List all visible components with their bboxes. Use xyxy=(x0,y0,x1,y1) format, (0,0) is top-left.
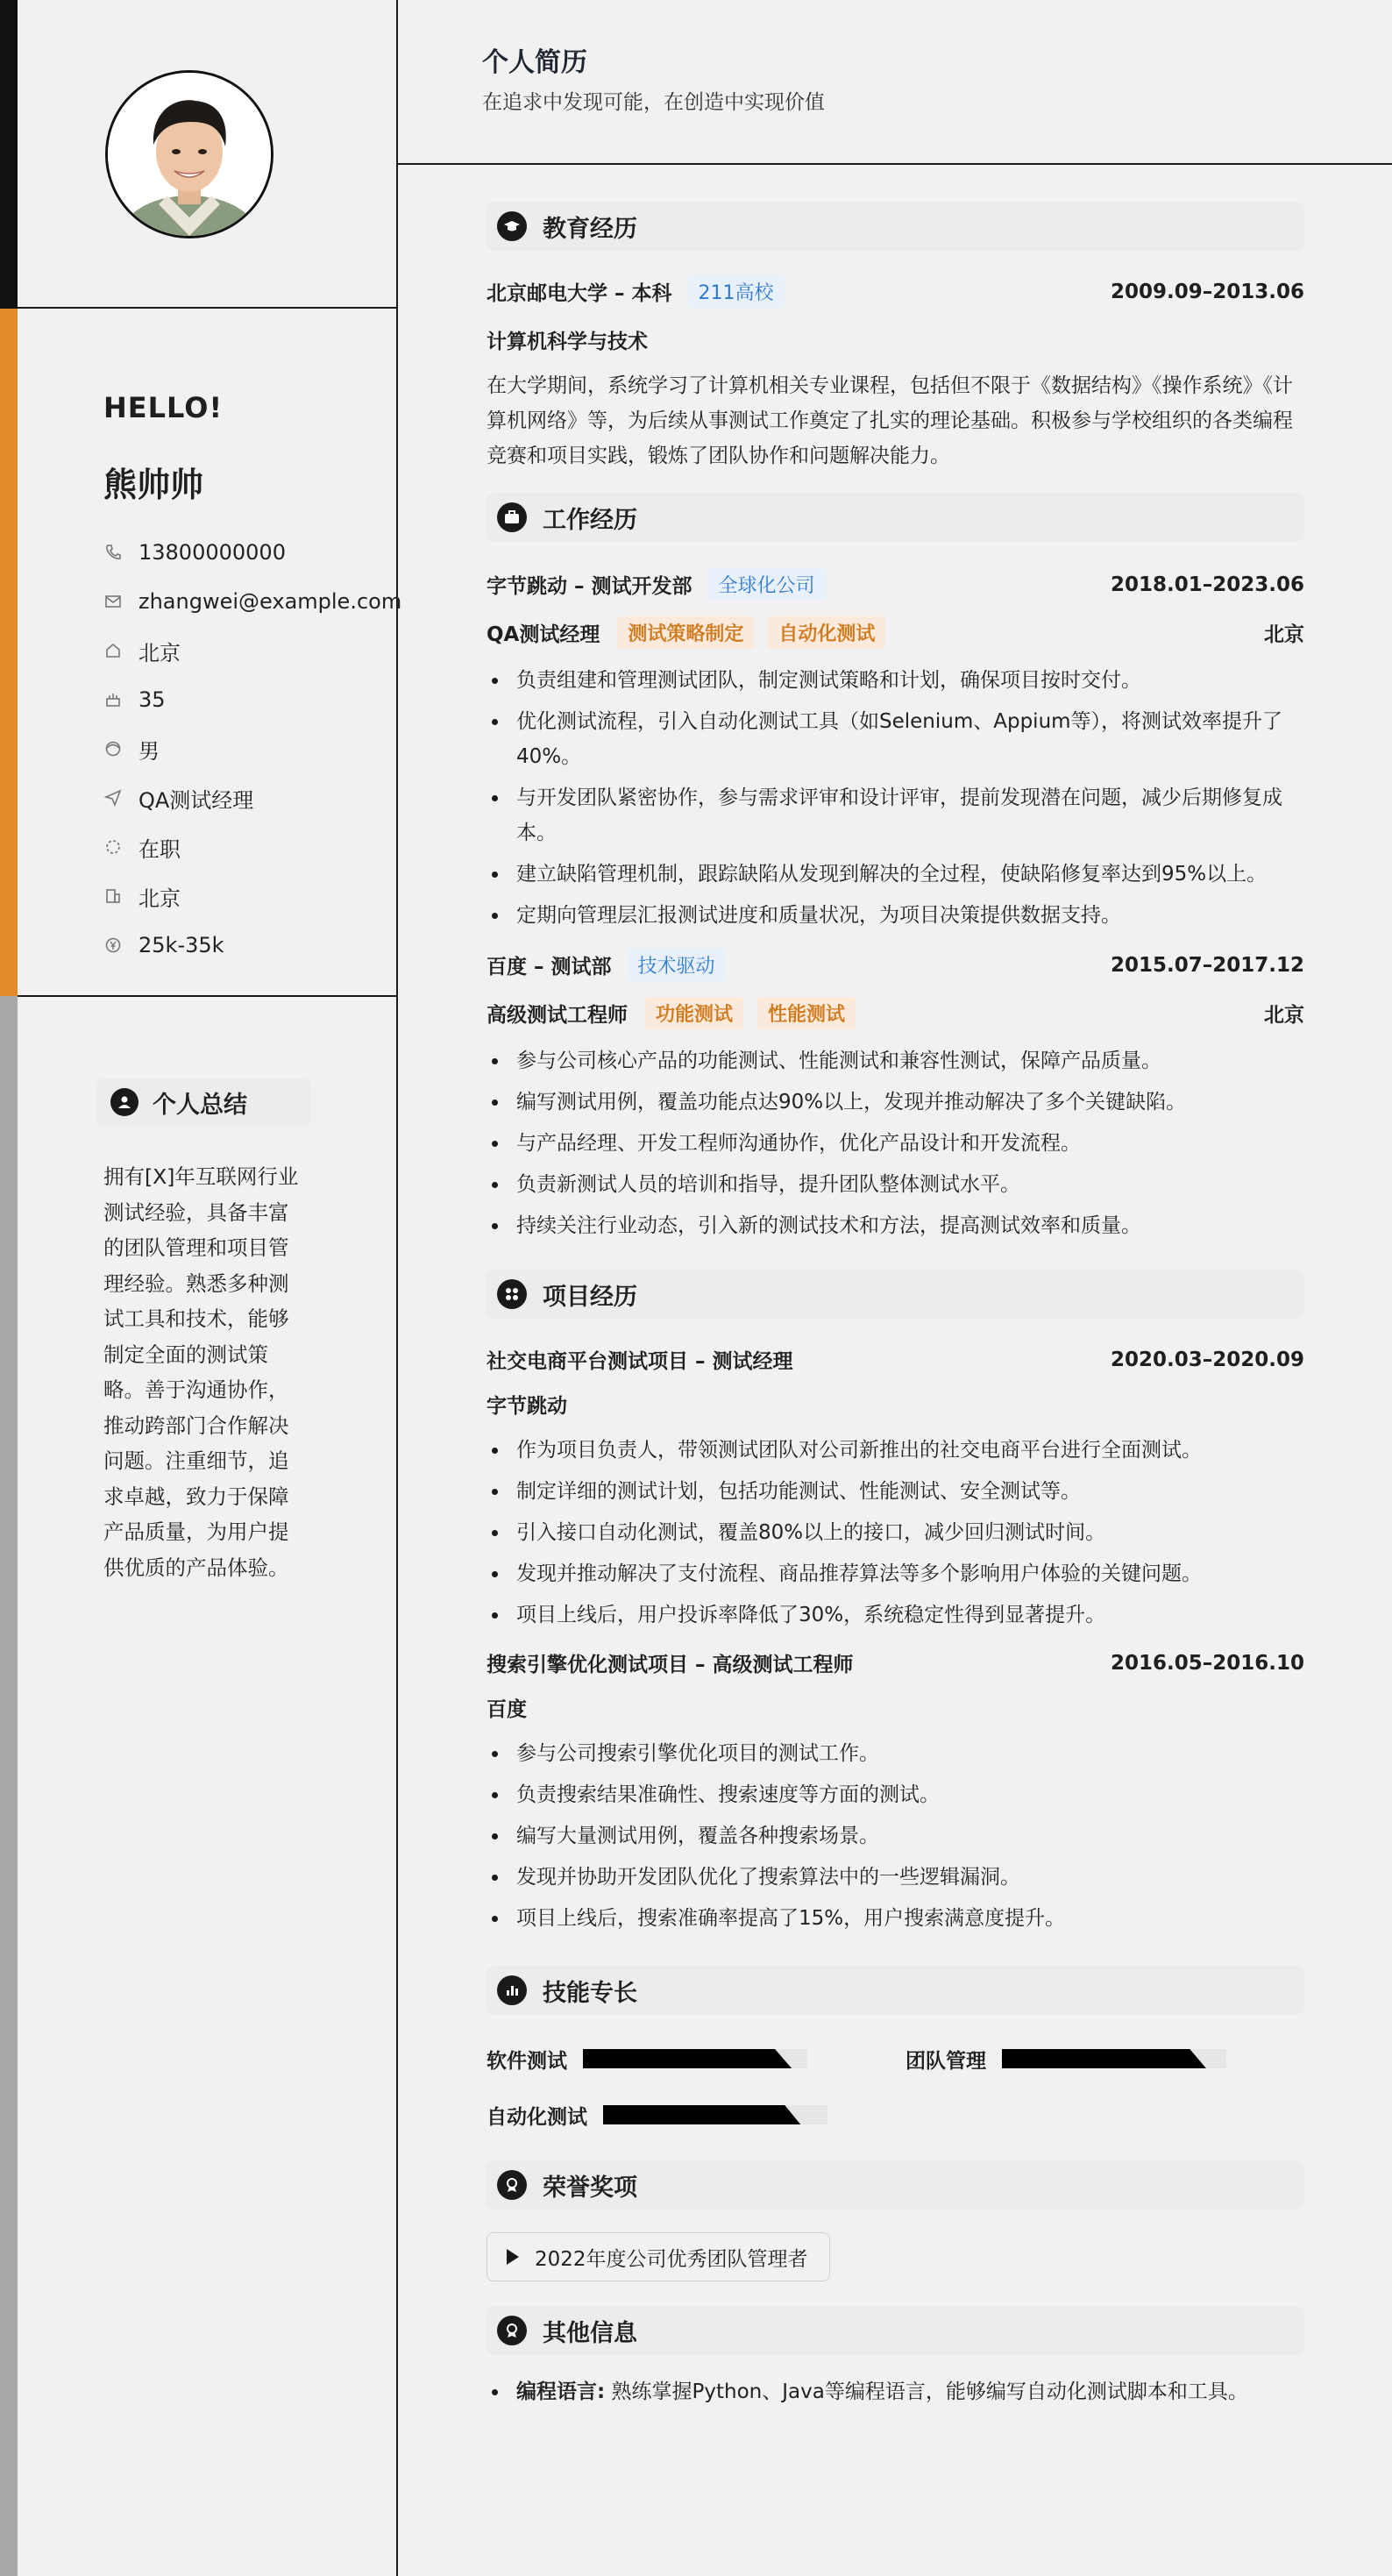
summary-text: 拥有[X]年互联网行业测试经验，具备丰富的团队管理和项目管理经验。熟悉多种测试工具和技术，能够制定全面的测试策略。善于沟通协作，推动跨部门合作解决问题。注重细节，追求卓越，致力于保障产品质量，为用户提供优质的产品体验。 xyxy=(103,1164,299,1580)
mail-icon xyxy=(103,592,123,611)
skills-section-header xyxy=(486,1966,1304,2015)
honors-section-header xyxy=(486,2160,1304,2210)
education-row xyxy=(486,275,1304,308)
summary-title: 个人总结 xyxy=(153,1091,247,1119)
list-item xyxy=(486,2374,1304,2409)
job-company: 字节跳动 – 测试开发部 xyxy=(486,575,692,598)
list-item: 参与公司核心产品的功能测试、性能测试和兼容性测试，保障产品质量。 xyxy=(486,1043,1304,1078)
school-tag: 211高校 xyxy=(688,275,785,308)
skill-bar-fill xyxy=(603,2105,800,2124)
header-band xyxy=(396,0,1392,165)
skills-list xyxy=(486,2031,1304,2143)
list-item: 制定详细的测试计划，包括功能测试、性能测试、安全测试等。 xyxy=(486,1474,1304,1509)
project-header xyxy=(486,1648,1304,1677)
divider xyxy=(18,995,396,997)
project-period: 2016.05–2016.10 xyxy=(1110,1651,1304,1675)
skill-bar xyxy=(583,2049,807,2068)
job-skill-tag: 性能测试 xyxy=(757,997,856,1029)
skill-item xyxy=(906,2031,1226,2087)
job-entry xyxy=(486,949,1304,1243)
job-company: 百度 – 测试部 xyxy=(486,956,612,978)
page-subtitle: 在追求中发现可能，在创造中实现价值 xyxy=(482,91,825,114)
briefcase-icon xyxy=(497,502,527,532)
list-item: 参与公司搜索引擎优化项目的测试工作。 xyxy=(486,1736,1304,1771)
list-item: 建立缺陷管理机制，跟踪缺陷从发现到解决的全过程，使缺陷修复率达到95%以上。 xyxy=(486,857,1304,892)
contact-position xyxy=(103,773,401,822)
education-description: 在大学期间，系统学习了计算机相关专业课程，包括但不限于《数据结构》《操作系统》《计算机网络》等，为后续从事测试工作奠定了扎实的理论基础。积极参与学校组织的各类编程竞赛和项目实践，锻炼了团队协作和问题解决能力。 xyxy=(486,374,1293,467)
target-city-value: 北京 xyxy=(138,886,181,911)
list-item: 编写大量测试用例，覆盖各种搜索场景。 xyxy=(486,1818,1304,1854)
phone-value: 13800000000 xyxy=(138,540,286,565)
user-icon xyxy=(110,1088,138,1116)
job-header xyxy=(486,568,1304,601)
job-tag: 技术驱动 xyxy=(628,949,726,981)
sidebar-stripe-orange xyxy=(0,309,18,996)
project-period: 2020.03–2020.09 xyxy=(1110,1348,1304,1371)
loader-icon xyxy=(103,837,123,857)
other-title: 其他信息 xyxy=(543,2319,637,2347)
job-role: QA测试经理 xyxy=(486,623,600,646)
caret-right-icon xyxy=(507,2249,519,2265)
skill-name: 团队管理 xyxy=(906,2049,986,2073)
job-header xyxy=(486,949,1304,981)
project-company: 字节跳动 xyxy=(486,1395,567,1418)
list-item: 引入接口自动化测试，覆盖80%以上的接口，减少回归测试时间。 xyxy=(486,1515,1304,1550)
education-major: 计算机科学与技术 xyxy=(486,331,648,353)
project-bullets xyxy=(486,1736,1304,1936)
other-label: 编程语言: xyxy=(516,2380,606,2403)
job-skill-tag: 功能测试 xyxy=(645,997,743,1029)
list-item: 定期向管理层汇报测试进度和质量状况，为项目决策提供数据支持。 xyxy=(486,898,1304,933)
job-city: 北京 xyxy=(1264,623,1304,646)
gender-value: 男 xyxy=(138,738,160,764)
skill-item xyxy=(486,2087,906,2143)
job-entry xyxy=(486,568,1304,933)
skills-title: 技能专长 xyxy=(543,1979,637,2007)
grid-icon xyxy=(497,1279,527,1309)
list-item: 负责搜索结果准确性、搜索速度等方面的测试。 xyxy=(486,1777,1304,1812)
education-title: 教育经历 xyxy=(543,215,637,243)
email-value: zhangwei@example.com xyxy=(138,589,402,614)
honors-list xyxy=(486,2232,1304,2281)
job-skill-tag: 自动化测试 xyxy=(768,616,885,649)
job-period: 2018.01–2023.06 xyxy=(1110,573,1304,596)
cake-icon xyxy=(103,690,123,709)
list-item: 项目上线后，用户投诉率降低了30%，系统稳定性得到显著提升。 xyxy=(486,1598,1304,1633)
yen-icon xyxy=(103,936,123,955)
other-section-header xyxy=(486,2306,1304,2355)
job-bullets xyxy=(486,663,1304,933)
job-tag: 全球化公司 xyxy=(708,568,826,601)
job-city: 北京 xyxy=(1264,1004,1304,1027)
project-entry xyxy=(486,1648,1304,1936)
skill-item xyxy=(486,2031,906,2087)
project-header xyxy=(486,1345,1304,1374)
sidebar-stripe-black xyxy=(0,0,18,309)
bar-chart-icon xyxy=(497,1975,527,2005)
job-skill-tag: 测试策略制定 xyxy=(617,616,754,649)
contact-salary xyxy=(103,921,401,970)
list-item: 编写测试用例，覆盖功能点达90%以上，发现并推动解决了多个关键缺陷。 xyxy=(486,1085,1304,1120)
contact-gender xyxy=(103,724,401,773)
education-period: 2009.09–2013.06 xyxy=(1110,280,1304,303)
skill-bar-fill xyxy=(1002,2049,1206,2068)
list-item: 负责组建和管理测试团队，制定测试策略和计划，确保项目按时交付。 xyxy=(486,663,1304,698)
project-company: 百度 xyxy=(486,1698,527,1721)
other-text: 熟练掌握Python、Java等编程语言，能够编写自动化测试脚本和工具。 xyxy=(611,2380,1248,2403)
list-item: 作为项目负责人，带领测试团队对公司新推出的社交电商平台进行全面测试。 xyxy=(486,1433,1304,1468)
skill-name: 软件测试 xyxy=(486,2049,567,2073)
list-item: 发现并推动解决了支付流程、商品推荐算法等多个影响用户体验的关键问题。 xyxy=(486,1556,1304,1591)
contact-target-city xyxy=(103,872,401,921)
summary-section-header xyxy=(96,1078,311,1126)
page-title: 个人简历 xyxy=(482,47,587,78)
graduation-cap-icon xyxy=(497,211,527,241)
list-item: 发现并协助开发团队优化了搜索算法中的一些逻辑漏洞。 xyxy=(486,1860,1304,1895)
skill-name: 自动化测试 xyxy=(486,2105,587,2129)
projects-title: 项目经历 xyxy=(543,1283,637,1311)
skill-bar xyxy=(603,2105,827,2124)
job-bullets xyxy=(486,1043,1304,1243)
job-period: 2015.07–2017.12 xyxy=(1110,953,1304,977)
contact-age xyxy=(103,675,401,724)
age-value: 35 xyxy=(138,687,166,712)
face-icon xyxy=(103,739,123,758)
work-title: 工作经历 xyxy=(543,506,637,534)
sidebar-stripe-gray xyxy=(0,996,18,2576)
education-section-header xyxy=(486,202,1304,251)
project-entry xyxy=(486,1345,1304,1633)
list-item: 与产品经理、开发工程师沟通协作，优化产品设计和开发流程。 xyxy=(486,1126,1304,1161)
honors-title: 荣誉奖项 xyxy=(543,2174,637,2202)
contact-status xyxy=(103,822,401,872)
list-item: 负责新测试人员的培训和指导，提升团队整体测试水平。 xyxy=(486,1167,1304,1202)
hello-heading: HELLO! xyxy=(103,391,224,424)
home-icon xyxy=(103,641,123,660)
send-icon xyxy=(103,788,123,808)
job-role-row xyxy=(486,997,1304,1029)
avatar xyxy=(105,70,273,238)
contact-email xyxy=(103,577,401,626)
position-value: QA测试经理 xyxy=(138,787,254,813)
contact-phone xyxy=(103,528,401,577)
award-icon xyxy=(497,2170,527,2200)
main-content xyxy=(486,202,1304,2416)
list-item: 项目上线后，搜索准确率提高了15%，用户搜索满意度提升。 xyxy=(486,1901,1304,1936)
job-role: 高级测试工程师 xyxy=(486,1004,628,1027)
work-section-header xyxy=(486,493,1304,542)
sidebar xyxy=(0,0,402,2576)
skill-bar-fill xyxy=(583,2049,792,2068)
contact-info-list xyxy=(103,528,401,970)
projects-section-header xyxy=(486,1270,1304,1319)
award-label: 2022年度公司优秀团队管理者 xyxy=(535,2247,808,2271)
phone-icon xyxy=(103,543,123,562)
project-name: 社交电商平台测试项目 – 测试经理 xyxy=(486,1350,793,1373)
status-value: 在职 xyxy=(138,836,181,862)
job-role-row xyxy=(486,616,1304,649)
salary-value: 25k-35k xyxy=(138,933,224,957)
school-name: 北京邮电大学 – 本科 xyxy=(486,282,672,305)
other-list xyxy=(486,2374,1304,2409)
list-item: 持续关注行业动态，引入新的测试技术和方法，提高测试效率和质量。 xyxy=(486,1208,1304,1243)
project-bullets xyxy=(486,1433,1304,1633)
list-item: 优化测试流程，引入自动化测试工具（如Selenium、Appium等），将测试效率提升了40%。 xyxy=(486,704,1304,774)
divider xyxy=(18,307,396,309)
list-item: 与开发团队紧密协作，参与需求评审和设计评审，提前发现潜在问题，减少后期修复成本。 xyxy=(486,780,1304,850)
person-name: 熊帅帅 xyxy=(103,466,204,504)
award-item xyxy=(486,2232,830,2281)
building-icon xyxy=(103,886,123,906)
project-name: 搜索引擎优化测试项目 – 高级测试工程师 xyxy=(486,1654,854,1676)
skill-bar xyxy=(1002,2049,1226,2068)
info-icon xyxy=(497,2316,527,2345)
location-value: 北京 xyxy=(138,640,181,665)
contact-location xyxy=(103,626,401,675)
